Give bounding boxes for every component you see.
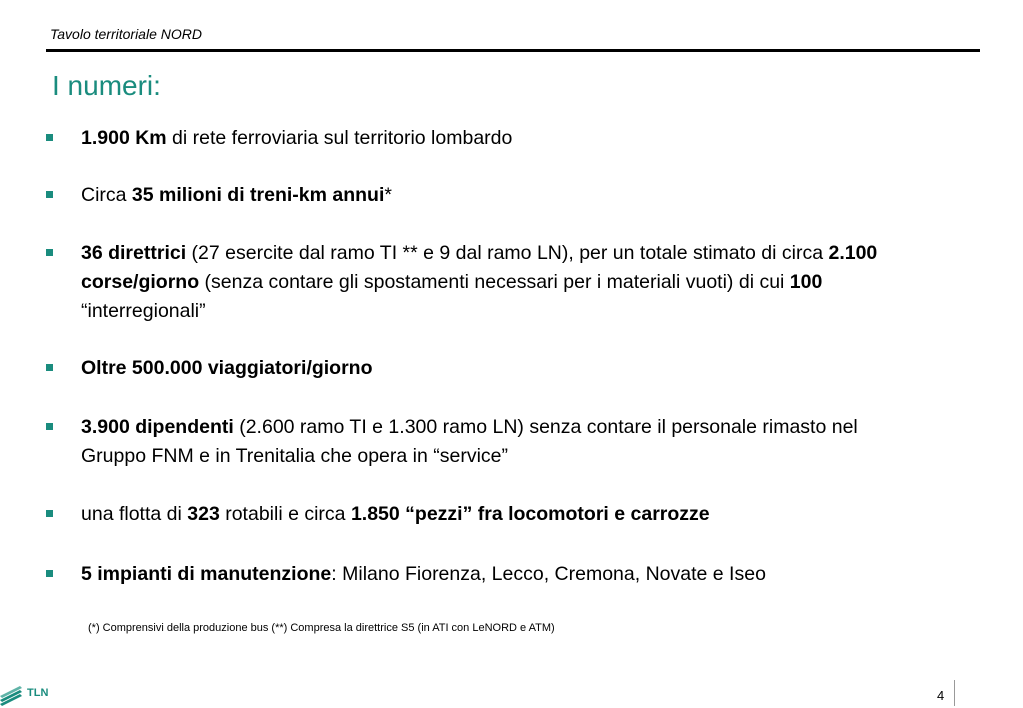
bullet-bold-text: 1.850 “pezzi” fra locomotori e carrozze — [350, 503, 710, 525]
square-bullet-icon — [46, 364, 53, 371]
bullet-text — [81, 124, 924, 153]
bullet-bold-text: 1.900 Km — [81, 127, 167, 149]
bullet-text — [81, 354, 924, 383]
bullet-plain-text: rotabili e circa — [219, 503, 351, 525]
bullet-plain-text: Circa — [81, 184, 132, 206]
logo-mark-icon — [0, 684, 24, 706]
bullet-plain-text: (2.600 ramo TI e 1.300 ramo LN) senza contare il personale rimasto nel Gruppo FNM e in Trenitalia che opera in “service” — [81, 416, 858, 467]
bullet-text — [81, 500, 924, 529]
bullet-bold-text: 35 milioni di treni-km annui — [131, 184, 385, 206]
bullet-plain-text: di rete ferroviaria sul territorio lombardo — [166, 127, 513, 149]
square-bullet-icon — [46, 570, 53, 577]
bullet-plain-text: (27 esercite dal ramo TI ** e 9 dal ramo LN), per un totale stimato di circa — [186, 242, 829, 264]
square-bullet-icon — [46, 423, 53, 430]
bullet-text — [81, 413, 924, 471]
page-number: 4 — [937, 688, 945, 703]
bullet-bold-text: 36 direttrici — [81, 242, 187, 264]
bullet-item — [44, 124, 924, 153]
bullet-plain-text: una flotta di — [81, 503, 188, 525]
bullet-plain-text: * — [384, 184, 392, 206]
bullet-item — [44, 239, 924, 326]
bullet-item — [44, 500, 924, 529]
header-divider — [46, 49, 980, 52]
bullet-bold-text: 100 — [789, 271, 823, 293]
bullet-item — [44, 560, 924, 589]
bullet-bold-text: 2.100 corse/giorno — [81, 242, 878, 293]
bullet-plain-text: : Milano Fiorenza, Lecco, Cremona, Novate e Iseo — [331, 563, 766, 585]
bullet-item — [44, 413, 924, 471]
header-title: Tavolo territoriale NORD — [50, 26, 202, 42]
footer-divider — [954, 680, 955, 706]
square-bullet-icon — [46, 510, 53, 517]
bullet-item — [44, 354, 924, 383]
bullet-plain-text: (senza contare gli spostamenti necessari per i materiali vuoti) di cui — [199, 271, 790, 293]
square-bullet-icon — [46, 134, 53, 141]
bullet-plain-text: “interregionali” — [81, 300, 206, 322]
square-bullet-icon — [46, 191, 53, 198]
logo-text: TLN — [27, 687, 49, 699]
bullet-text — [81, 560, 924, 589]
bullet-bold-text: 5 impianti di manutenzione — [81, 563, 332, 585]
slide-title: I numeri: — [52, 70, 161, 101]
tln-logo — [0, 684, 70, 706]
square-bullet-icon — [46, 249, 53, 256]
bullet-item — [44, 181, 924, 210]
bullet-text — [81, 239, 924, 326]
bullet-bold-text: Oltre 500.000 viaggiatori/giorno — [81, 357, 373, 379]
bullet-bold-text: 323 — [187, 503, 220, 525]
footnote: (*) Comprensivi della produzione bus (**) Compresa la direttrice S5 (in ATI con LeNORD e ATM) — [88, 622, 555, 634]
bullet-bold-text: 3.900 dipendenti — [81, 416, 234, 438]
bullet-text — [81, 181, 924, 210]
